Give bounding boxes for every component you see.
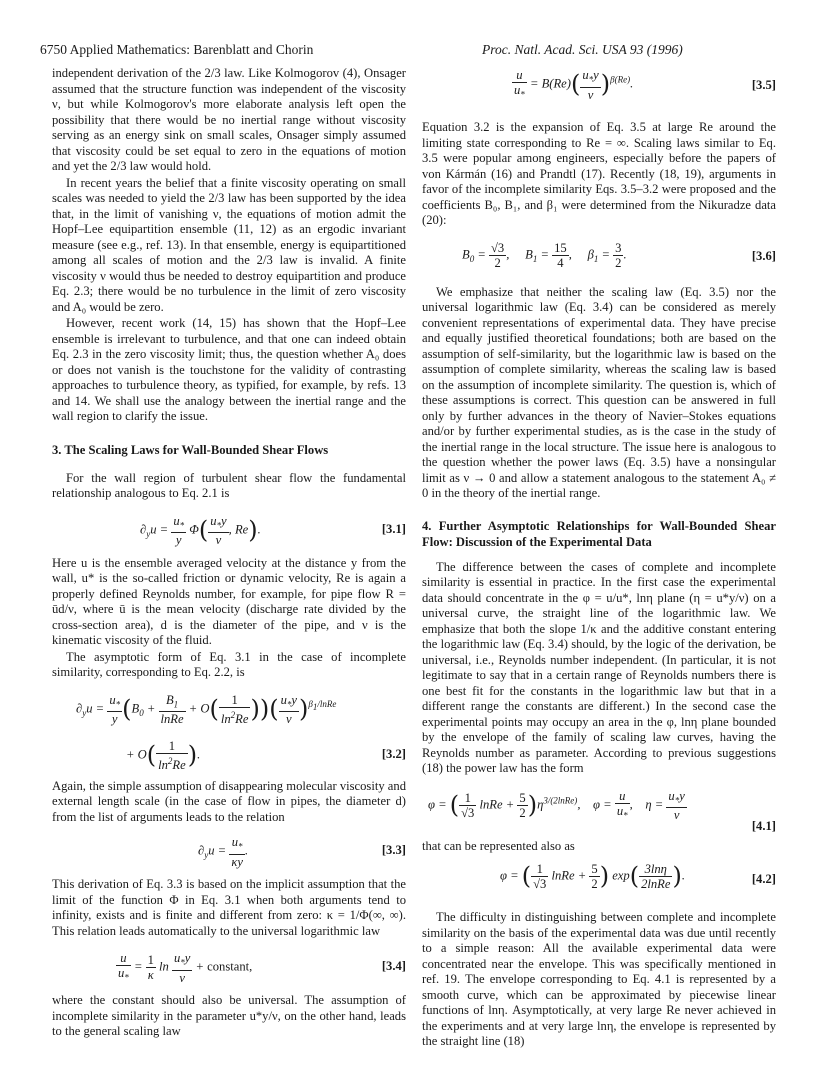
equation-3-5: $\frac{u}{u_*}$ = B(Re)( $\frac{u_*y}{\nu}$ )$^{\beta(Re)}$. [3.5]: [514, 68, 776, 102]
equation-number: [3.3]: [381, 843, 406, 857]
equation-3-3: $\partial_yu$ = $\frac{u_*}{\kappa y}$ . [3.3]: [198, 835, 406, 869]
equation-number: [4.1]: [751, 818, 776, 833]
paragraph: that can be represented also as: [422, 838, 575, 853]
paragraph: Here u is the ensemble averaged velocity at the distance y from the wall, u* is the so-called friction or dynamic velocity, Re is again a properly defined Reynolds number, for example, for pipe flow R = ūd/ν, where ū is the mean velocity (discharge rate divided by the cross-section area), d is the diameter of the pipe, and ν is the kinematic viscosity of the fluid.: [52, 555, 406, 647]
paragraph: This derivation of Eq. 3.3 is based on the implicit assumption that the limit of the function Φ in Eq. 3.1 when both arguments tend to infinity, exists and is finite and different from zero: κ = 1/Φ(∞, ∞). This relation leads automatically to the universal logarithmic law: [52, 877, 406, 938]
equation-number: [4.2]: [751, 872, 776, 886]
paragraph: However, recent work (14, 15) has shown that the Hopf–Lee ensemble is irrelevant to turbulence, and that one can indeed obtain Eq. 2.3 in the zero viscosity limit; thus, the question whether A₀ does or does not vanish is the touchstone for the validity of contrasting approaches to turbulence theory, as typified, for example, by refs. 13 and 14. We shall use the analogy between the inertial range and the wall region to clarify the issue.: [52, 316, 406, 423]
equation-3-4: $\frac{u}{u_*}$ = $\frac{1}{\kappa}$ ln $\frac{u_*y}{\nu}$ + constant, [3.4]: [118, 951, 406, 985]
equation-number: [3.5]: [751, 78, 776, 92]
paragraph: Again, the simple assumption of disappearing molecular viscosity and external length scale (in the case of flow in pipes, the diameter d) from the list of arguments leads to the relation: [52, 778, 406, 824]
equation-3-1: $\partial_yu$ = $\frac{u_*}{y}$ Φ( $\frac{u_*y}{\nu}$ , Re). [3.1]: [140, 513, 406, 548]
equation-3-2: $\partial_yu$ = $\frac{u_*}{y}$ ($B_0$ + $\frac{B_1}{\text{lnRe}}$ + O( $\frac{1}{\ln^2Re}$ ))( $\frac{u_*y}{\nu}$ )$^{\beta_1/lnRe}$ + O( $\frac{1}{\ln^2Re}$ ). [3.2]: [76, 692, 406, 772]
equation-number: [3.2]: [381, 746, 406, 761]
paragraph: In recent years the belief that a finite viscosity operating on small scales was needed to yield the 2/3 law has been supported by the idea that, in the limit of vanishing ν, the equations of motion admit the Hopf–Lee equipartition ensemble (11, 12) as an ergodic invariant measure (see e.g., ref. 13). In that ensemble, energy is equipartitioned among all scales of motion and the 2/3 law is invalid. A finite viscosity ν would thus be needed to destroy equipartition and produce Eq. 2.3; there would be no turbulence in the limit of zero viscosity and A₀ would be zero.: [52, 175, 406, 314]
paragraph: where the constant should also be universal. The assumption of incomplete similarity in the parameter u*y/ν, on the other hand, leads to the general scaling law: [52, 993, 406, 1038]
running-header-left: 6750 Applied Mathematics: Barenblatt and Chorin: [40, 42, 314, 57]
right-column: [422, 66, 776, 1050]
section-heading: 4. Further Asymptotic Relationships for Wall-Bounded Shear Flow: Discussion of the Experimental Data: [422, 518, 776, 549]
paragraph: We emphasize that neither the scaling law (Eq. 3.5) nor the universal logarithmic law (Eq. 3.4) can be considered as merely convenient representations of experimental data. They have precise and equally justified theoretical foundations; both are based on the assumption of self-similarity, but the logarithmic law is based on the assumption of complete similarity, whereas the scaling law is based on the assumption of incomplete similarity. The question is, which of these assumptions is correct. This question can be answered in full only by further advances in the theory of Navier–Stokes equations and/or by further experimental studies, as is the case in the study of the inertial range in the local structure. The issue here is analogous to the question whether the power laws (Eq. 3.5) have a nonsingular limit as ν → 0 and allow a statement analogous to the statement A₀ ≠ 0 in the theory of the inertial range.: [422, 284, 776, 500]
equation-3-6: $B_0$ = $\frac{√3}{2}$ , $B_1$ = $\frac{15}{4}$ , $\beta_1$ = $\frac{3}{2}$ . [3.6]: [462, 240, 776, 270]
section-heading: 3. The Scaling Laws for Wall-Bounded Shear Flows: [52, 442, 329, 457]
running-header-right: Proc. Natl. Acad. Sci. USA 93 (1996): [482, 42, 683, 57]
left-column: [52, 66, 406, 1040]
paragraph: The asymptotic form of Eq. 3.1 in the case of incomplete similarity, corresponding to Eq. 2.2, is: [52, 649, 406, 679]
paragraph: Equation 3.2 is the expansion of Eq. 3.5 at large Re around the limiting state corresponding to Re = ∞. Scaling laws similar to Eq. 3.5 were popular among engineers, especially before the papers of von Kármán (16) and Prandtl (17). Recently (18, 19), arguments in favor of the incomplete similarity Eqs. 3.5–3.2 were proposed and the coefficients B₀, B₁, and β₁ were determined from the Nikuradze data (20):: [422, 120, 776, 227]
paragraph: The difference between the cases of complete and incomplete similarity is essential in practice. In the first case the experimental data should concentrate in the φ = u/u*, lnη plane (η = u*y/ν) on a universal curve, the straight line of the logarithmic law. We emphasize that both the slope 1/κ and the additive constant entering the logarithmic law (Eq. 3.4) should, by the logic of the derivation, be universal, i.e., Reynolds number independent. (In particular, it is not legitimate to say that in a certain range of Reynolds numbers there is one best fit for the constants in the logarithmic law but that in a different range the constants are different.) In the second case the experimental points may occupy an area in the φ, lnη plane bounded by the envelope of the family of scaling law curves, having the Reynolds number as parameter. According to previous suggestions (18) the power law has the form: [422, 559, 776, 775]
equation-4-2: φ = ( $\frac{1}{√3}$ lnRe + $\frac{5}{2}$ ) exp( $\frac{3\ln\eta}{\text{2lnRe}}$ ). [4.2]: [500, 861, 776, 891]
paragraph: The difficulty in distinguishing between complete and incomplete similarity on the basis of the experimental data was due until recently to a simple reason: All the available experimental data were concentrated near the envelope. This was specifically mentioned in ref. 19. The envelope corresponding to Eq. 4.1 is represented by a smooth curve, which can be approximated by piecewise linear functions of lnη. Asymptotically, at very large Re never achieved in the experiments and at very large lnη, the envelope is represented by the straight line (18): [422, 910, 776, 1048]
equation-number: [3.6]: [751, 248, 776, 263]
equation-number: [3.4]: [381, 959, 406, 973]
equation-4-1: φ = ( $\frac{1}{√3}$ lnRe + $\frac{5}{2}$ )$\eta^{3/(2lnRe)}$, φ = $\frac{u}{u_*}$ , η = $\frac{u_*y}{\nu}$ [4.1]: [428, 788, 776, 833]
paragraph: independent derivation of the 2/3 law. Like Kolmogorov (4), Onsager assumed that the structure function was independent of the viscosity ν, but while Kolmogorov's more elaborate analysis left open the possibility that there would be no inertial range without viscosity serving as an energy sink on small scales, Onsager simply assumed that viscosity could be set equal to zero in the equations of motion and yet the 2/3 law would hold.: [52, 66, 406, 173]
equation-number: [3.1]: [381, 521, 406, 536]
paragraph: For the wall region of turbulent shear flow the fundamental relationship analogous to Eq. 2.1 is: [52, 470, 406, 500]
